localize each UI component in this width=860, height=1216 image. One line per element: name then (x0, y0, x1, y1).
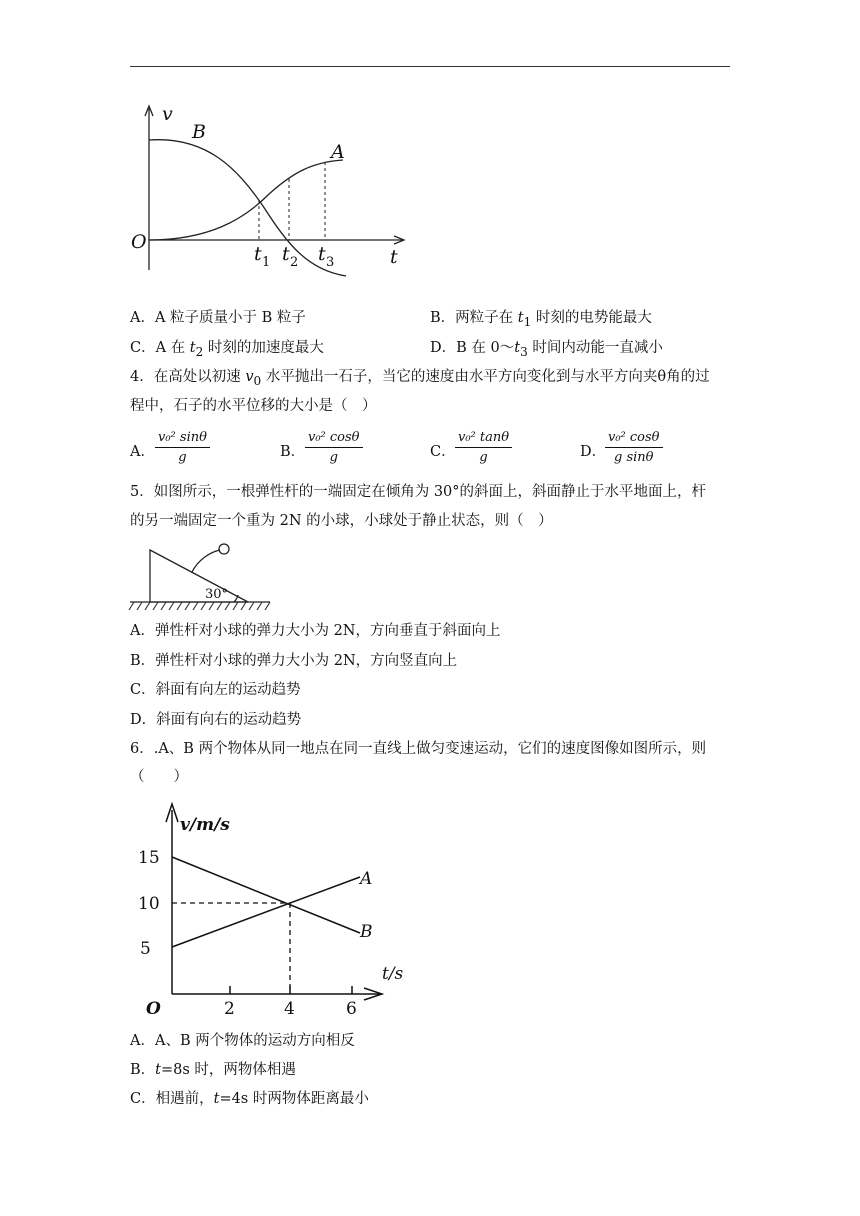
q6-y-tick-10: 10 (138, 894, 160, 914)
q3-b-curve-label: B (192, 121, 206, 143)
q4-option-d-formula: $\frac{\text{v₀² cosθ}}{\text{g sinθ}}$ (605, 430, 663, 465)
q4-option-a-label: A． (130, 444, 155, 460)
q5-angle-label: 30° (205, 587, 229, 602)
q6-y-tick-5: 5 (140, 939, 151, 959)
q5-stem-line2: 的另一端固定一个重为 2N 的小球，小球处于静止状态，则（ ） (130, 513, 553, 529)
q6-option-c: C．相遇前，t=4s 时两物体距离最小 (130, 1091, 369, 1107)
q4-option-b-formula: $\frac{\text{v₀² cosθ}}{g}$ (305, 430, 363, 465)
q6-velocity-time-graph (128, 796, 418, 1018)
q4-stem-line2: 程中，石子的水平位移的大小是（ ） (130, 398, 377, 414)
q5-option-d: D．斜面有向右的运动趋势 (130, 712, 302, 728)
q6-y-axis-label: v/m/s (180, 815, 230, 835)
q6-x-tick-4: 4 (284, 999, 295, 1018)
q5-stem-line1: 5．如图所示，一根弹性杆的一端固定在倾角为 30°的斜面上，斜面静止于水平地面上，杆 (130, 484, 707, 500)
q5-option-c: C．斜面有向左的运动趋势 (130, 682, 301, 698)
q3-option-c: C．A 在 $t_2$ 时刻的加速度最大 (130, 340, 324, 359)
q4-option-d-label: D． (580, 444, 607, 460)
q6-origin-label: O (146, 999, 161, 1018)
q3-t2-subscript: 2 (290, 255, 299, 270)
q3-t2-label: t (282, 243, 290, 265)
q3-t3-subscript: 3 (326, 255, 335, 270)
q3-t1-subscript: 1 (262, 255, 271, 270)
q6-stem-line2: （ ） (130, 769, 188, 785)
q4-option-b-label: B． (280, 444, 306, 460)
q3-origin-label: O (131, 231, 147, 253)
q6-x-axis-label: t/s (382, 964, 404, 984)
q3-option-d: D．B 在 $0\sim t_3$ 时间内动能一直减小 (430, 340, 663, 359)
q3-velocity-time-graph (128, 100, 418, 280)
q6-y-tick-15: 15 (138, 848, 160, 868)
q5-option-b: B．弹性杆对小球的弹力大小为 2N，方向竖直向上 (130, 653, 458, 669)
q6-x-tick-2: 2 (224, 999, 235, 1018)
q3-option-b: B．两粒子在 $t_1$ 时刻的电势能最大 (430, 310, 652, 329)
header-rule (130, 66, 730, 67)
q4-option-a-formula: $\frac{\text{v₀² sinθ}}{g}$ (155, 430, 210, 465)
q5-option-a: A．弹性杆对小球的弹力大小为 2N，方向垂直于斜面向上 (130, 623, 501, 639)
q3-t3-label: t (318, 243, 326, 265)
q6-option-a: A．A、B 两个物体的运动方向相反 (130, 1033, 355, 1049)
q6-stem-line1: 6．.A、B 两个物体从同一地点在同一直线上做匀变速运动，它们的速度图像如图所示，则 (130, 741, 707, 757)
q6-option-b: B．t=8s 时，两物体相遇 (130, 1062, 296, 1078)
q4-stem-line1: 4．在高处以初速 $v_0$ 水平抛出一石子，当它的速度由水平方向变化到与水平方向夹θ角的过 (130, 369, 710, 388)
q6-x-tick-6: 6 (346, 999, 357, 1018)
q3-t1-label: t (254, 243, 262, 265)
q3-option-a: A．A 粒子质量小于 B 粒子 (130, 310, 306, 326)
q4-option-c-label: C． (430, 444, 456, 460)
q6-line-a-label: A (360, 869, 373, 889)
q6-line-b-label: B (360, 922, 373, 942)
q3-a-curve-label: A (331, 141, 345, 163)
q4-option-c-formula: $\frac{\text{v₀² tanθ}}{g}$ (455, 430, 512, 465)
q3-v-label: v (162, 103, 173, 125)
q5-incline-diagram (128, 538, 278, 614)
q3-t-label: t (390, 246, 398, 268)
